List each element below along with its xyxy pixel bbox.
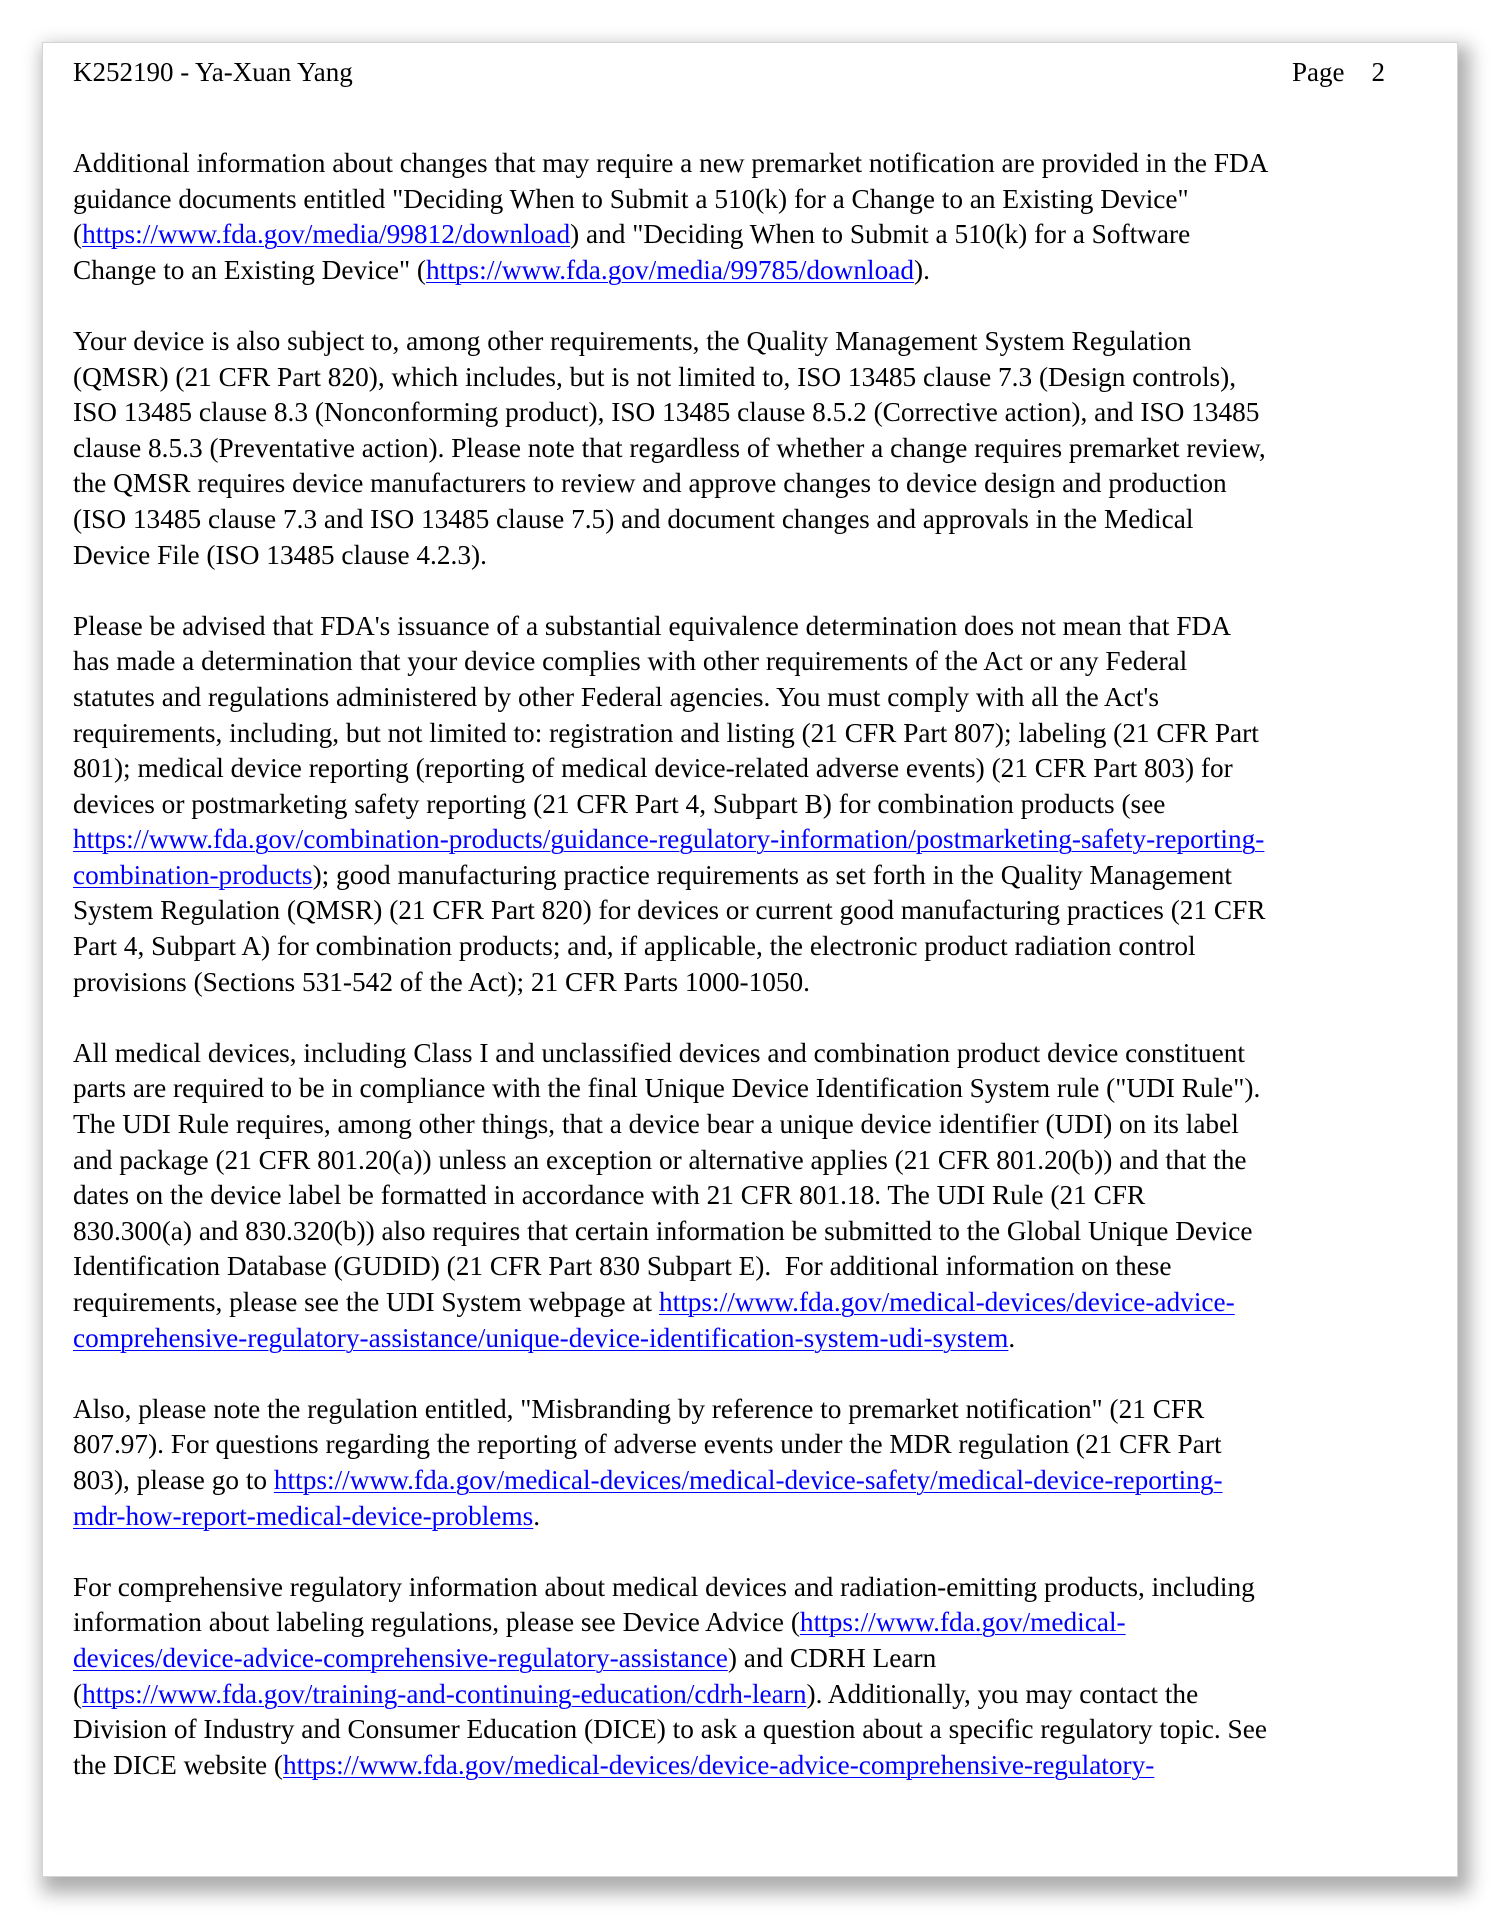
text-line [73, 965, 1403, 1001]
text-line [73, 253, 1403, 289]
text-line [73, 1036, 1403, 1072]
text-line [73, 502, 1403, 538]
text-segment: the DICE website ( [73, 1749, 283, 1780]
text-segment: Division of Industry and Consumer Education (DICE) to ask a question about a specific regulatory topic. See [73, 1714, 1267, 1745]
text-segment: Part 4, Subpart A) for combination products; and, if applicable, the electronic product radiation control [73, 931, 1196, 962]
text-line [73, 395, 1403, 431]
document-body [73, 146, 1403, 1819]
text-line [73, 182, 1403, 218]
text-segment: and package (21 CFR 801.20(a)) unless an exception or alternative applies (21 CFR 801.20(b)) and that the [73, 1144, 1247, 1175]
text-line [73, 538, 1403, 574]
text-segment: statutes and regulations administered by other Federal agencies. You must comply with all the Act's [73, 681, 1159, 712]
hyperlink[interactable]: comprehensive-regulatory-assistance/unique-device-identification-system-udi-system [73, 1322, 1009, 1353]
text-segment: . [533, 1500, 541, 1531]
hyperlink[interactable]: mdr-how-report-medical-device-problems [73, 1500, 534, 1531]
text-segment: has made a determination that your device complies with other requirements of the Act or any Federal [73, 646, 1188, 677]
text-line [73, 1641, 1403, 1677]
text-segment: Device File (ISO 13485 clause 4.2.3). [73, 539, 487, 570]
hyperlink[interactable]: combination-products [73, 859, 313, 890]
text-segment: Identification Database (GUDID) (21 CFR Part 830 Subpart E). For additional information on these [73, 1251, 1172, 1282]
document-reference: K252190 - Ya-Xuan Yang [73, 57, 353, 87]
text-segment: 801); medical device reporting (reporting of medical device-related adverse events) (21 CFR Part 803) for [73, 753, 1233, 784]
text-line [73, 146, 1403, 182]
page-header [73, 54, 1385, 90]
text-segment: ) and CDRH Learn [727, 1642, 937, 1673]
text-segment: guidance documents entitled "Deciding When to Submit a 510(k) for a Change to an Existing Device" [73, 183, 1189, 214]
text-line [73, 893, 1403, 929]
page-number: 2 [1371, 57, 1385, 87]
text-line [73, 360, 1403, 396]
hyperlink[interactable]: https://www.fda.gov/medical-devices/medical-device-safety/medical-device-reporting- [273, 1464, 1223, 1495]
page-label: Page [1292, 57, 1345, 87]
text-segment: (ISO 13485 clause 7.3 and ISO 13485 clause 7.5) and document changes and approvals in the Medical [73, 503, 1194, 534]
hyperlink[interactable]: https://www.fda.gov/media/99785/download [426, 254, 915, 285]
hyperlink[interactable]: https://www.fda.gov/combination-products/guidance-regulatory-information/postmarketing-safety-reporting- [73, 824, 1265, 855]
text-segment: requirements, please see the UDI System webpage at [73, 1287, 659, 1317]
text-line [73, 609, 1403, 645]
text-segment: Additional information about changes that may require a new premarket notification are provided in the FDA [73, 148, 1269, 178]
text-segment: the QMSR requires device manufacturers to review and approve changes to device design and production [73, 468, 1227, 499]
text-line [73, 716, 1403, 752]
text-line [73, 1321, 1403, 1357]
text-line [73, 1463, 1403, 1499]
text-segment: parts are required to be in compliance with the final Unique Device Identification System rule ("UDI Rule"). [73, 1073, 1261, 1104]
text-line [73, 680, 1403, 716]
text-line [73, 644, 1403, 680]
paragraph-misbranding [73, 1392, 1403, 1534]
hyperlink[interactable]: devices/device-advice-comprehensive-regulatory-assistance [73, 1642, 728, 1673]
text-segment: devices or postmarketing safety reporting (21 CFR Part 4, Subpart B) for combination products (see [73, 788, 1166, 819]
text-segment: All medical devices, including Class I and unclassified devices and combination product device constituent [73, 1037, 1245, 1068]
text-line [73, 1712, 1403, 1748]
paragraph-premarket-changes [73, 146, 1403, 288]
document-page [42, 42, 1458, 1877]
text-line [73, 217, 1403, 253]
text-line [73, 1107, 1403, 1143]
text-segment: requirements, including, but not limited to: registration and listing (21 CFR Part 807); labeling (21 CFR Part [73, 717, 1259, 748]
text-segment: ). [914, 254, 930, 285]
text-line [73, 1214, 1403, 1250]
text-segment: ISO 13485 clause 8.3 (Nonconforming product), ISO 13485 clause 8.5.2 (Corrective action), and ISO 13485 [73, 397, 1260, 428]
text-line [73, 324, 1403, 360]
page-indicator [1292, 54, 1385, 90]
text-line [73, 751, 1403, 787]
text-segment: . [1008, 1322, 1016, 1353]
hyperlink[interactable]: https://www.fda.gov/medical-devices/device-advice- [658, 1287, 1235, 1317]
paragraph-udi-rule [73, 1036, 1403, 1356]
text-line [73, 858, 1403, 894]
text-segment: Please be advised that FDA's issuance of a substantial equivalence determination does not mean that FDA [73, 610, 1231, 641]
hyperlink[interactable]: https://www.fda.gov/medical- [799, 1607, 1126, 1638]
text-segment: ( [73, 219, 83, 250]
text-segment: information about labeling regulations, please see Device Advice ( [73, 1607, 800, 1638]
text-line [73, 822, 1403, 858]
text-line [73, 1570, 1403, 1606]
text-segment: ) and "Deciding When to Submit a 510(k) for a Software [570, 219, 1191, 250]
text-segment: Your device is also subject to, among other requirements, the Quality Management System Regulation [73, 325, 1192, 356]
text-line [73, 1143, 1403, 1179]
text-segment: 830.300(a) and 830.320(b)) also requires that certain information be submitted to the Global Unique Device [73, 1215, 1253, 1246]
text-line [73, 1605, 1403, 1641]
text-segment: ( [73, 1678, 83, 1709]
text-segment: 807.97). For questions regarding the reporting of adverse events under the MDR regulation (21 CFR Part [73, 1429, 1222, 1460]
text-segment: Change to an Existing Device" ( [73, 254, 427, 285]
text-line [73, 929, 1403, 965]
text-line [73, 1499, 1403, 1535]
text-segment: clause 8.5.3 (Preventative action). Please note that regardless of whether a change requires premarket review, [73, 432, 1266, 463]
hyperlink[interactable]: https://www.fda.gov/training-and-continuing-education/cdrh-learn [82, 1678, 807, 1709]
paragraph-regulatory-information [73, 1570, 1403, 1784]
text-line [73, 1677, 1403, 1713]
text-line [73, 431, 1403, 467]
text-line [73, 1748, 1403, 1784]
text-line [73, 466, 1403, 502]
text-segment: 803), please go to [73, 1464, 274, 1495]
text-line [73, 1249, 1403, 1285]
paragraph-qmsr [73, 324, 1403, 573]
text-line [73, 1392, 1403, 1428]
text-segment: For comprehensive regulatory information about medical devices and radiation-emitting products, including [73, 1571, 1255, 1602]
hyperlink[interactable]: https://www.fda.gov/medical-devices/device-advice-comprehensive-regulatory- [282, 1749, 1155, 1780]
text-segment: (QMSR) (21 CFR Part 820), which includes, but is not limited to, ISO 13485 clause 7.3 (Design controls), [73, 361, 1237, 392]
text-segment: The UDI Rule requires, among other things, that a device bear a unique device identifier (UDI) on its label [73, 1109, 1239, 1140]
text-line [73, 787, 1403, 823]
text-line [73, 1071, 1403, 1107]
text-segment: dates on the device label be formatted in accordance with 21 CFR 801.18. The UDI Rule (21 CFR [73, 1180, 1146, 1211]
text-line [73, 1178, 1403, 1214]
text-segment: provisions (Sections 531-542 of the Act); 21 CFR Parts 1000-1050. [73, 966, 810, 997]
text-segment: System Regulation (QMSR) (21 CFR Part 820) for devices or current good manufacturing practices (21 CFR [73, 895, 1266, 926]
hyperlink[interactable]: https://www.fda.gov/media/99812/download [82, 219, 571, 250]
text-line [73, 1427, 1403, 1463]
text-segment: Also, please note the regulation entitled, "Misbranding by reference to premarket notification" (21 CFR [73, 1393, 1205, 1424]
text-segment: ); good manufacturing practice requirements as set forth in the Quality Management [312, 859, 1233, 890]
text-segment: ). Additionally, you may contact the [806, 1678, 1199, 1709]
paragraph-substantial-equivalence [73, 609, 1403, 1001]
text-line [73, 1285, 1403, 1321]
